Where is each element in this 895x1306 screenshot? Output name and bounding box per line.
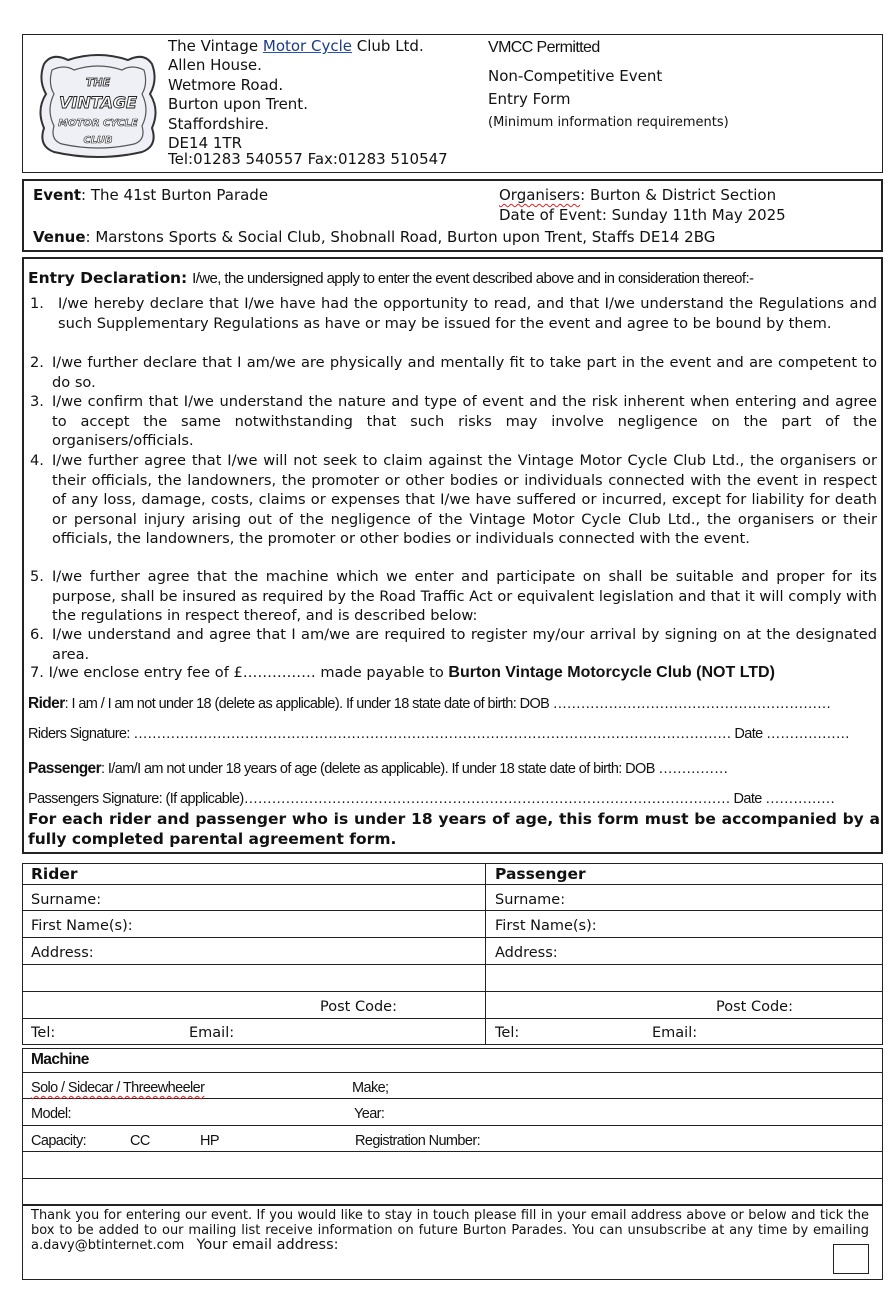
organisers-label: Organisers [499, 186, 581, 204]
your-email-label[interactable]: Your email address: [196, 1237, 339, 1253]
row-line [22, 964, 883, 965]
rider-tel-field[interactable]: Tel: [31, 1025, 56, 1041]
address-line-6: DE14 1TR [168, 134, 243, 152]
rider-first-names-field[interactable]: First Name(s): [31, 918, 133, 934]
passenger-postcode-field[interactable]: Post Code: [716, 999, 793, 1015]
machine-heading: Machine [31, 1051, 89, 1068]
passenger-age-line [28, 760, 728, 778]
declaration-item [30, 567, 877, 626]
item-number: 5. [30, 568, 44, 585]
make-field[interactable]: Make; [352, 1080, 389, 1096]
declaration-heading-line [28, 269, 753, 287]
organisers-value: : Burton & District Section [580, 186, 777, 204]
mailing-list-text: Thank you for entering our event. If you would like to stay in touch please fill in your email address above or below and tick the box to be added to our mailing list receive information on future Burton Parades. You can unsubscribe at any time by emailing a.davy@btinternet.com [31, 1208, 869, 1253]
item-text: I/we confirm that I/we understand the nature and type of event and the risk inherent when entering and agree to accept the same notwithstanding that such risks may involve negligence on the part of the organisers/officials. [52, 393, 877, 449]
rider-postcode-field[interactable]: Post Code: [320, 999, 397, 1015]
item-number: 7. [30, 664, 44, 681]
logo-line-3: MOTOR CYCLE [58, 118, 138, 129]
item-text: I/we understand and agree that I am/we are required to register my/our arrival by signing on at the designated area. [52, 626, 877, 663]
passenger-line-text: : I/am/I am not under 18 years of age (delete as applicable). If under 18 state date of birth: DOB …………… [101, 761, 728, 777]
item-text: I/we hereby declare that I/we have had the opportunity to read, and that I/we understand the Regulations and such Supplementary Regulations as have or may be issued for the event and agree to be bound by them. [58, 295, 877, 332]
passenger-heading: Passenger [495, 865, 586, 883]
organisers-line [499, 186, 776, 204]
item-number: 1. [30, 295, 44, 312]
passenger-line-label: Passenger [28, 760, 102, 777]
club-name: The Vintage Motor Cycle Club Ltd. [168, 37, 424, 55]
item-number: 4. [30, 452, 44, 469]
row-line [22, 991, 883, 992]
logo-line-1: THE [85, 76, 111, 89]
passenger-email-field[interactable]: Email: [652, 1025, 698, 1041]
logo-line-2: VINTAGE [59, 93, 137, 112]
entry-fee-text: I/we enclose entry fee of £…………… made payable to [48, 664, 444, 681]
rider-surname-field[interactable]: Surname: [31, 892, 102, 908]
footer-text-block [31, 1208, 869, 1253]
declaration-item-7 [30, 664, 775, 682]
venue-line [33, 228, 715, 246]
row-line [22, 1072, 883, 1073]
form-title-permitted: VMCC Permitted [488, 39, 600, 56]
item-text: I/we further agree that I/we will not seek to claim against the Vintage Motor Cycle Club Ltd., the organisers or their officials, the landowners, the promoter or other bodies or individuals connected with the event in respect of any loss, damage, costs, claims or expenses that I/we have suffered or incurred, except for liability for death or personal injury arising out of the negligence of the Vintage Motor Cycle Club Ltd., the organisers or their officials, the landowners, the promoter or other bodies or individuals connected with the event. [52, 452, 877, 547]
declaration-item [30, 294, 877, 333]
passenger-tel-field[interactable]: Tel: [495, 1025, 520, 1041]
rider-heading: Rider [31, 865, 78, 883]
row-line [22, 1178, 883, 1179]
event-line [33, 186, 268, 204]
row-line [22, 1098, 883, 1099]
rider-email-field[interactable]: Email: [189, 1025, 235, 1041]
payee-club: Burton Vintage Motorcycle Club (NOT LTD) [448, 664, 775, 681]
rider-address-field[interactable]: Address: [31, 945, 94, 961]
rider-line-text: : I am / I am not under 18 (delete as applicable). If under 18 state date of birth: DOB …………………………………………………… [64, 696, 831, 712]
item-text: I/we further declare that I am/we are physically and mentally fit to take part in the event and are competent to do so. [52, 354, 877, 391]
item-number: 6. [30, 626, 44, 643]
address-line-5: Staffordshire. [168, 115, 269, 133]
model-field[interactable]: Model: [31, 1106, 71, 1122]
passengers-signature-line[interactable]: Passengers Signature: (If applicable)…………………………………………………………………………………………… Date …………… [28, 791, 835, 807]
form-title-minimum: (Minimum information requirements) [488, 115, 729, 130]
passenger-surname-field[interactable]: Surname: [495, 892, 566, 908]
venue-value: : Marstons Sports & Social Club, Shobnall Road, Burton upon Trent, Staffs DE14 2BG [85, 228, 716, 246]
row-line [22, 1018, 883, 1019]
vmcc-logo [34, 50, 162, 160]
mailing-list-checkbox[interactable] [833, 1244, 869, 1274]
row-line [22, 937, 883, 938]
row-line [22, 910, 883, 911]
year-field[interactable]: Year: [354, 1106, 385, 1122]
row-line [22, 1151, 883, 1152]
rider-age-line [28, 695, 831, 713]
capacity-field[interactable]: Capacity: [31, 1133, 87, 1149]
address-line-4: Burton upon Trent. [168, 95, 308, 113]
passenger-address-field[interactable]: Address: [495, 945, 558, 961]
form-title-entry: Entry Form [488, 90, 571, 108]
declaration-item [30, 451, 877, 549]
address-line-2: Allen House. [168, 56, 262, 74]
cc-label: CC [130, 1133, 150, 1149]
declaration-item [30, 392, 877, 451]
form-title-event: Non-Competitive Event [488, 67, 663, 85]
item-text: I/we further agree that the machine which we enter and participate on shall be suitable and proper for its purpose, shall be insured as required by the Road Traffic Act or equivalent legislation and that it will comply with the regulations in respect thereof, and is described below: [52, 568, 877, 624]
registration-field[interactable]: Registration Number: [355, 1133, 480, 1149]
date-of-event: Date of Event: Sunday 11th May 2025 [499, 206, 786, 224]
declaration-item [30, 625, 877, 664]
row-line [22, 884, 883, 885]
solo-sidecar-label: Solo / Sidecar / Threewheeler [31, 1080, 205, 1096]
item-number: 3. [30, 393, 44, 410]
declaration-item [30, 353, 877, 392]
item-number: 2. [30, 354, 44, 371]
declaration-intro: I/we, the undersigned apply to enter the event described above and in consideration thereof:- [192, 270, 754, 287]
logo-line-4: CLUB [83, 135, 113, 146]
rider-line-label: Rider [28, 695, 65, 712]
declaration-heading: Entry Declaration: [28, 269, 188, 287]
solo-sidecar-field[interactable] [31, 1080, 204, 1096]
riders-signature-line[interactable]: Riders Signature: ………………………………………………………………………………………………………………… Date ……………… [28, 726, 850, 742]
event-value: : The 41st Burton Parade [81, 186, 269, 204]
event-label: Event [33, 186, 82, 204]
row-line [22, 1125, 883, 1126]
address-line-7: Tel:01283 540557 Fax:01283 510547 [168, 150, 448, 168]
venue-label: Venue [33, 228, 86, 246]
hp-label: HP [200, 1133, 219, 1149]
address-line-3: Wetmore Road. [168, 76, 284, 94]
under-18-notice: For each rider and passenger who is under 18 years of age, this form must be accompanied by a fully completed parental agreement form. [28, 810, 880, 848]
passenger-first-names-field[interactable]: First Name(s): [495, 918, 597, 934]
